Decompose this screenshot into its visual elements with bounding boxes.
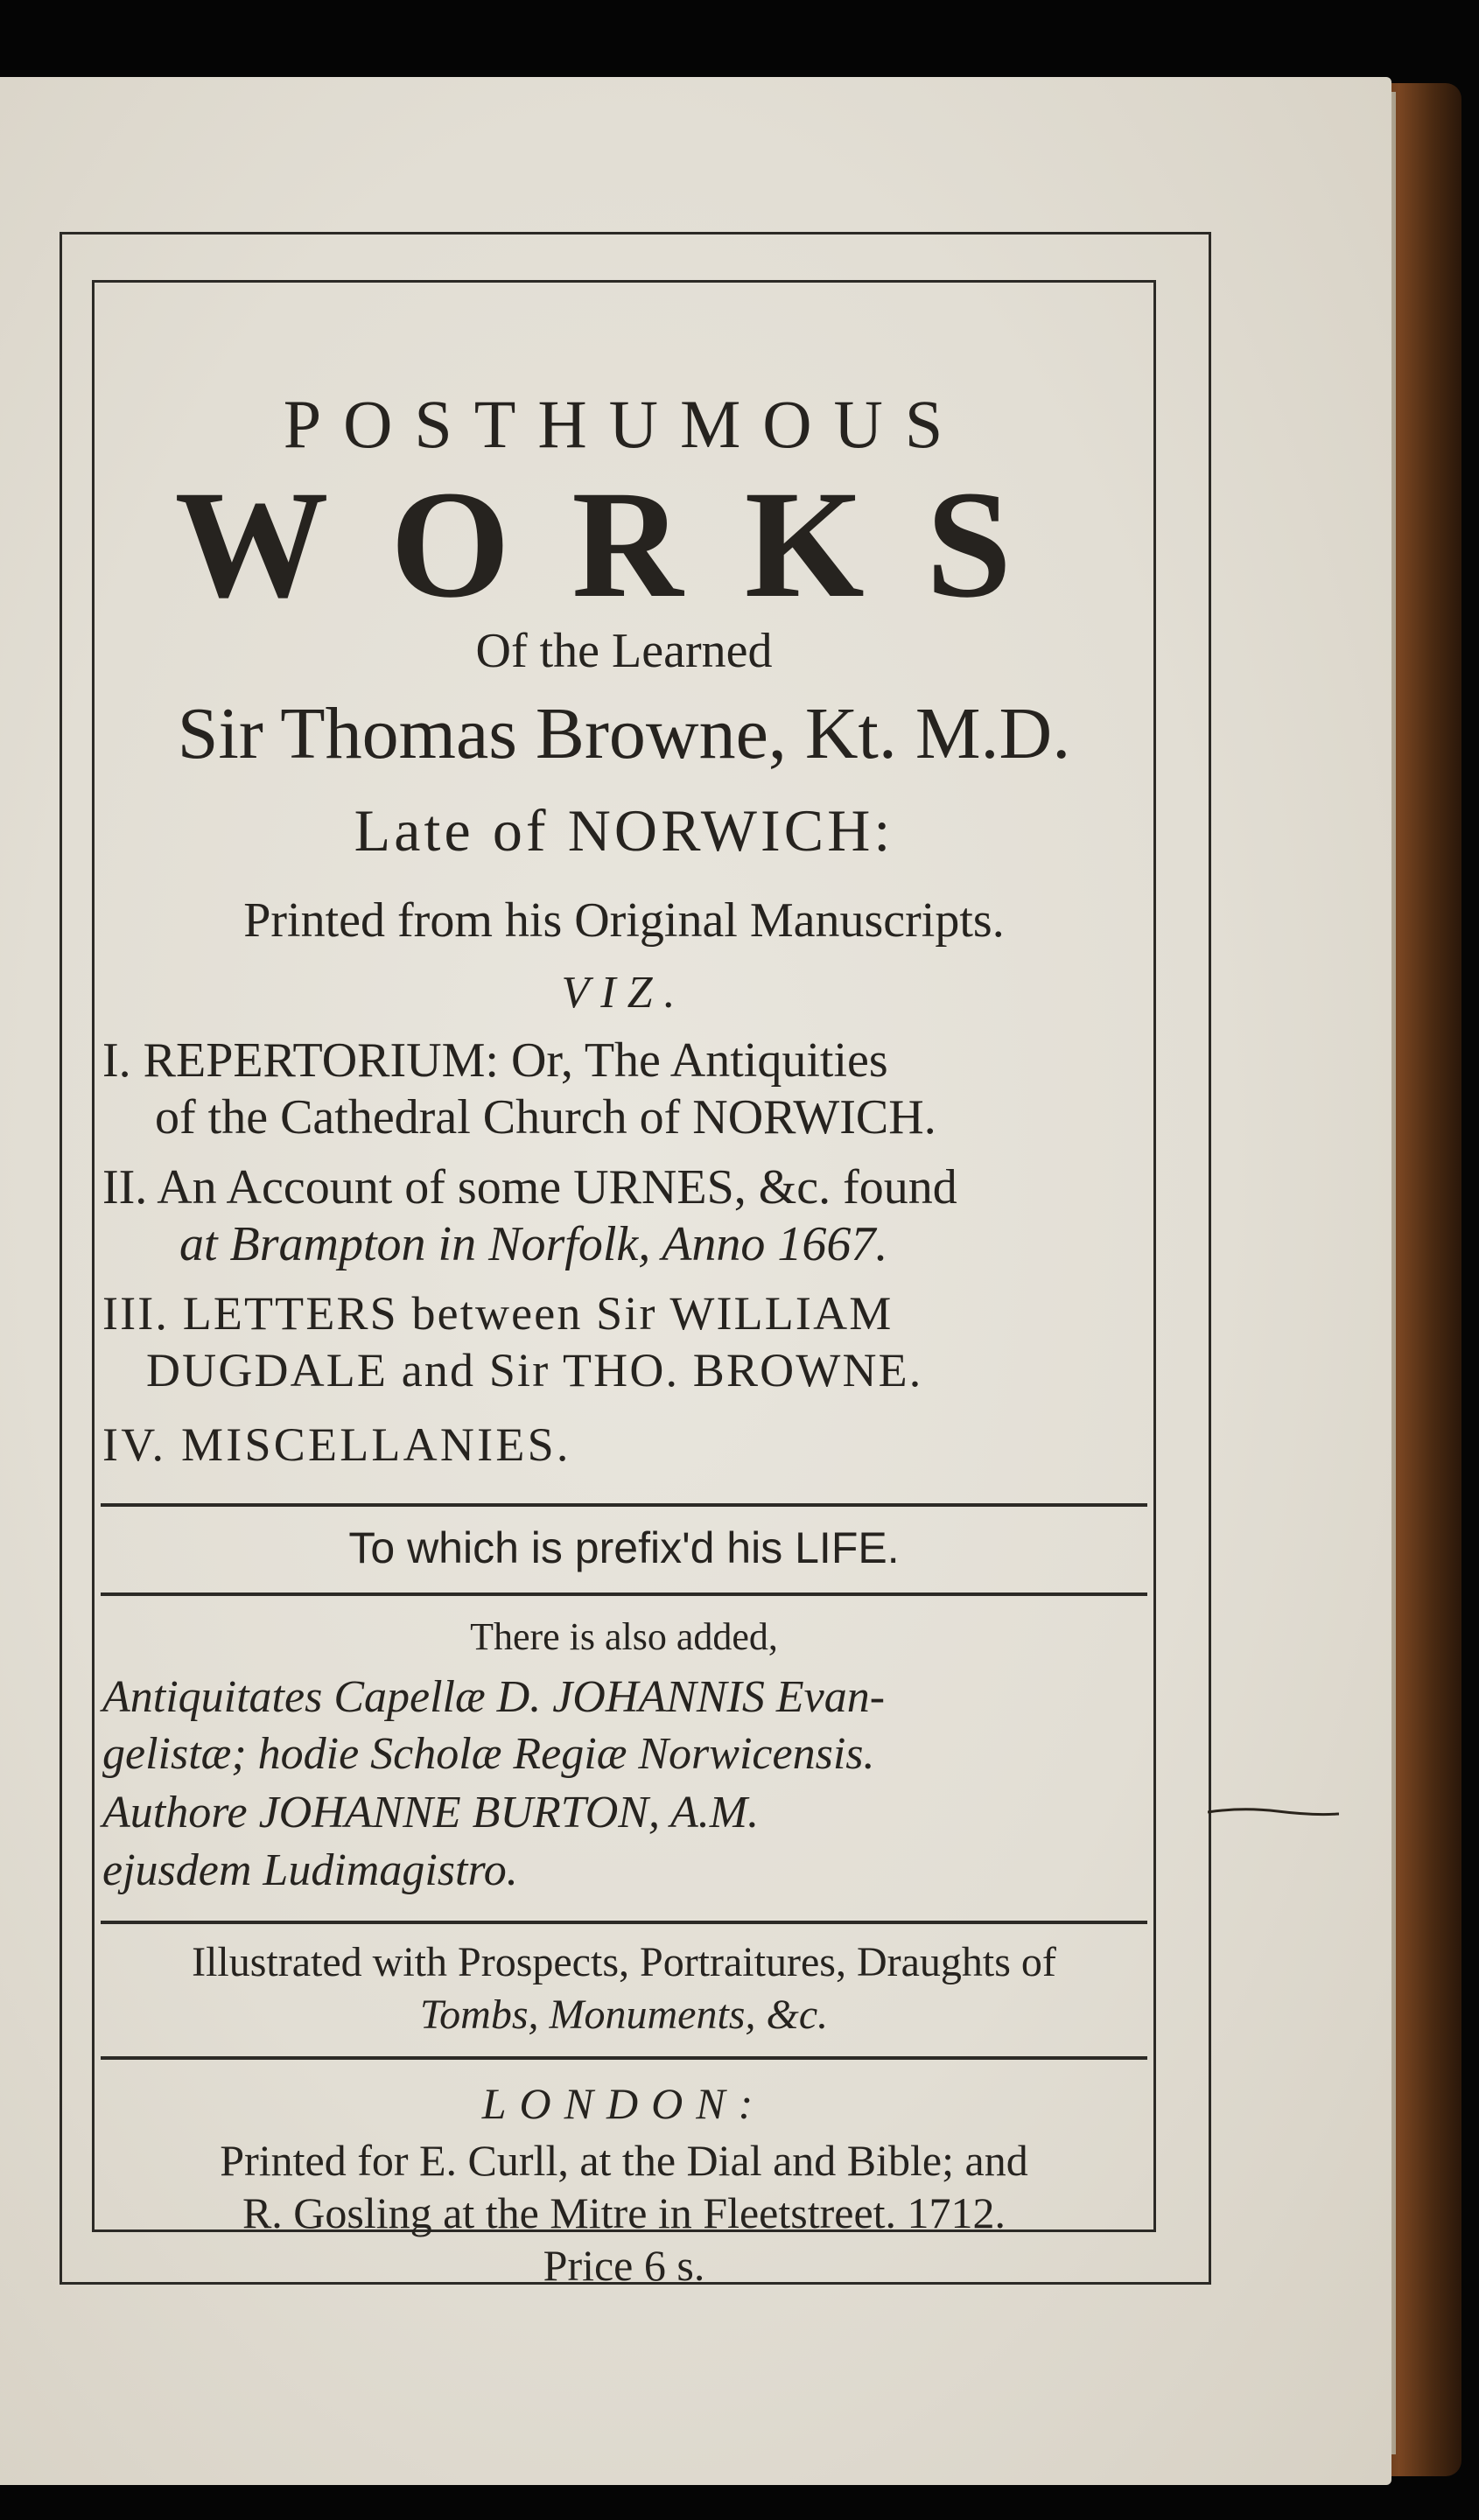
divider-4 (101, 2056, 1147, 2060)
also-added-line-2: gelistæ; hodie Scholæ Regiæ Norwicensis. (102, 1729, 875, 1779)
also-added-line-4: ejusdem Ludimagistro. (102, 1845, 518, 1895)
contents-item-4-line-1: IV. MISCELLANIES. (102, 1418, 571, 1471)
title-page (0, 77, 1391, 2485)
divider-1 (101, 1503, 1147, 1507)
contents-item-3-line-1: III. LETTERS between Sir WILLIAM (102, 1287, 894, 1340)
heading-works: WORKS (174, 459, 1074, 630)
imprint-price: Price 6 s. (543, 2241, 705, 2290)
contents-item-2-line-2: at Brampton in Norfolk, Anno 1667. (179, 1217, 888, 1271)
also-added-line-1: Antiquitates Capellæ D. JOHANNIS Evan- (102, 1672, 886, 1722)
imprint-line-1: Printed for E. Curll, at the Dial and Bible; and (220, 2136, 1028, 2185)
imprint-line-2: R. Gosling at the Mitre in Fleetstreet. 1712. (242, 2188, 1006, 2237)
divider-3 (101, 1921, 1147, 1924)
also-added-line-3: Authore JOHANNE BURTON, A.M. (102, 1788, 760, 1838)
printed-from: Printed from his Original Manuscripts. (243, 893, 1005, 948)
heading-posthumous: POSTHUMOUS (283, 386, 965, 462)
illustrated-line-1: Illustrated with Prospects, Portraitures, Draughts of (192, 1939, 1056, 1985)
imprint-city: LONDON: (481, 2079, 767, 2128)
viz: VIZ. (561, 968, 687, 1018)
divider-2 (101, 1592, 1147, 1596)
illustrated-line-2: Tombs, Monuments, &c. (419, 1992, 829, 2038)
contents-item-2-line-1: II. An Account of some URNES, &c. found (102, 1160, 957, 1214)
also-added-lead: There is also added, (470, 1615, 778, 1658)
of-the-learned: Of the Learned (475, 624, 773, 678)
contents-item-1-line-1: I. REPERTORIUM: Or, The Antiquities (102, 1033, 888, 1088)
contents-item-1-line-2: of the Cathedral Church of NORWICH. (155, 1090, 936, 1144)
late-of-norwich: Late of NORWICH: (354, 797, 894, 864)
prefix-life: To which is prefix'd his LIFE. (348, 1523, 900, 1572)
ink-mark (1208, 1807, 1339, 1817)
author-name: Sir Thomas Browne, Kt. M.D. (177, 693, 1071, 774)
contents-item-3-line-2: DUGDALE and Sir THO. BROWNE. (146, 1344, 923, 1396)
